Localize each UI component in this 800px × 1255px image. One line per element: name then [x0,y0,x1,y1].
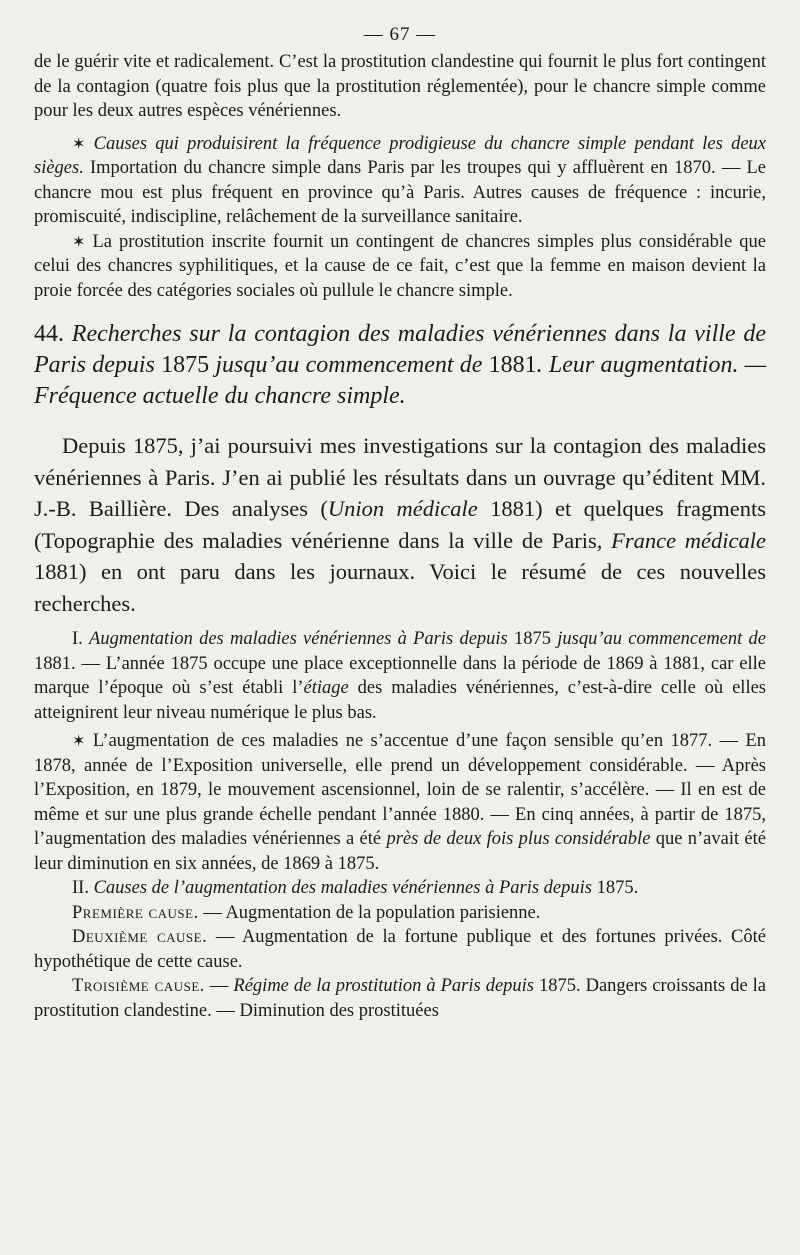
summary-block [34,627,766,1023]
cause-1-label: Première cause. [72,902,199,923]
augmentation-paragraph [34,729,766,876]
item-II-year: 1875. [591,878,639,898]
intro-italic-1: Union médicale [327,496,478,521]
section-title-b: jusqu’au commencement de [209,352,489,378]
inscribed-prostitution-paragraph [34,230,766,304]
cause-2-paragraph [34,925,766,974]
cause-2-text: — Augmentation de la fortune publique et des fortunes privées. Côté hypothétique de cette cause. [34,927,766,972]
top-text-block [34,50,766,303]
intro-italic-2: France médicale [611,527,767,553]
section-number: 44. [34,321,64,347]
cause-3-paragraph [34,974,766,1023]
augmentation-italic: près de deux fois plus considérable [386,829,651,849]
asterism-icon: ✶ [72,231,86,251]
item-I-text-b: des maladies vénériennes, c’est-à-dire celle où elles atteignirent leur niveau numérique le plus bas. [34,678,766,723]
intro-text-2: 1881) et quelques fragments (Topographie des maladies vénérienne dans la ville de Paris, [34,496,766,553]
item-I-italic-c: étiage [303,678,349,698]
cause-2-label: Deuxième cause. [72,927,208,947]
intro-paragraph [34,430,766,619]
cause-3-text: 1875. Dangers croissants de la prostitution clandestine. — Diminution des prostituées [34,976,766,1021]
item-I-text-a: — L’année 1875 occupe une place exceptionnelle dans la période de 1869 à 1881, car elle marque l’époque où s’est établi l’ [34,653,766,698]
causes-text: Importation du chancre simple dans Paris par les troupes qui y affluèrent en 1870. — Le chancre mou est plus fréquent en province qu’à Paris. Autres causes de fréquence : incurie, promiscuité, indiscipline, relâchement de la surveillance sanitaire. [34,158,766,227]
item-II-italic: Causes de l’augmentation des maladies vénériennes à Paris depuis [93,878,592,898]
causes-paragraph [34,132,766,230]
asterism-icon: ✶ [72,133,86,153]
item-I-italic-b: jusqu’au commencement de [557,629,766,649]
item-II-paragraph [34,876,766,901]
intro-text-3: 1881) en ont paru dans les journaux. Voici le résumé de ces nouvelles recherches. [34,559,766,616]
item-I-paragraph [34,627,766,725]
intro-text-1: Depuis 1875, j’ai poursuivi mes investigations sur la contagion des maladies vénériennes à Paris. J’en ai publié les résultats dans un ouvrage qu’éditent MM. J.-B. Baillière. Des analyses ( [34,433,766,521]
causes-italic-lead: Causes qui produisirent la fréquence prodigieuse du chancre simple pendant les deux sièges. [34,133,766,178]
item-I-roman: I. [72,629,83,649]
page-number: — 67 — [363,24,437,45]
cause-1-paragraph [34,901,766,926]
asterism-icon: ✶ [72,731,86,750]
item-I-year-b: 1881. [34,653,76,674]
section-year-b: 1881 [488,352,537,378]
section-year-a: 1875 [161,352,210,378]
augmentation-text-a: L’augmentation de ces maladies ne s’accentue d’une façon sensible qu’en 1877. — En 1878, année de l’Exposition universelle, elle prend un développement considérable. — Après l’Exposition, en 1879, le mouvement ascensionnel, loin de se ralentir, s’accélère. — Il en est de même et sur une plus grande échelle pendant l’année 1880. — En cinq années, à partir de 1875, l’augmentation des maladies vénériennes a été [34,731,766,849]
augmentation-text-b: que n’avait été leur diminution en six années, de 1869 à 1875. [34,829,766,874]
cause-3-label: Troisième cause. [72,976,205,996]
section-title-a: Recherches sur la contagion des maladies vénériennes dans la ville de Paris depuis [34,321,767,378]
item-II-roman: II. [72,878,89,898]
cause-3-italic: Régime de la prostitution à Paris depuis [233,976,534,996]
inscribed-prostitution-text: La prostitution inscrite fournit un contingent de chancres simples plus considérable que celui des chancres syphilitiques, et la cause de ce fait, c’est que la femme en maison devient la proie forcée des catégories sociales où pullule le chancre simple. [34,231,767,301]
section-title-c: . Leur augmentation. — Fréquence actuelle du chancre simple. [34,352,767,409]
cause-1-text: — Augmentation de la population parisienne. [198,902,541,923]
continuation-paragraph: de le guérir vite et radicalement. C’est la prostitution clandestine qui fournit le plus fort contingent de la contagion (quatre fois plus que la prostitution réglementée), pour le chancre simple comme pour les deux autres espèces vénériennes. [34,52,766,121]
section-heading [34,319,766,412]
item-I-italic-a: Augmentation des maladies vénériennes à Paris depuis [89,629,508,649]
cause-3-dash: — [204,976,234,996]
item-I-year-a: 1875 [507,629,558,649]
